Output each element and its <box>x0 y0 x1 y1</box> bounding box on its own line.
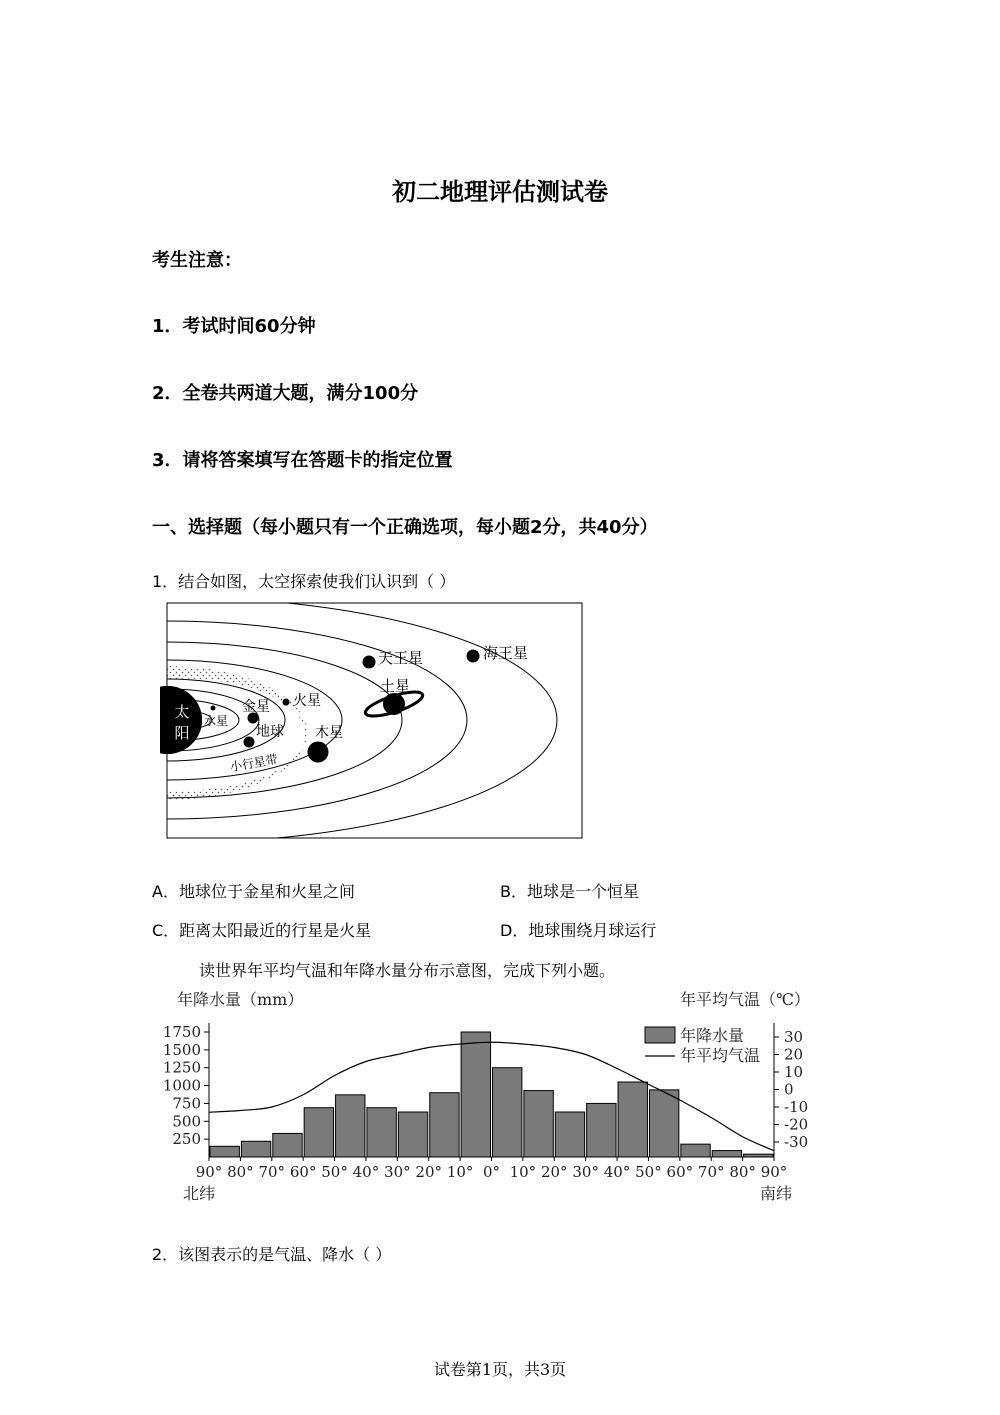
precipitation-bar <box>398 1112 427 1157</box>
left-tick-label: 250 <box>172 1130 201 1149</box>
right-tick-label: 0 <box>784 1080 794 1099</box>
sun-label: 阳 <box>174 724 190 742</box>
jupiter-icon <box>308 742 329 763</box>
jupiter-label: 木星 <box>315 725 343 741</box>
precipitation-bar <box>493 1068 522 1157</box>
precipitation-bar <box>367 1108 396 1157</box>
left-tick-label: 750 <box>172 1094 201 1113</box>
legend-temp-label: 年平均气温 <box>680 1046 761 1065</box>
x-tick-label: 50° <box>635 1163 662 1181</box>
neptune-label: 海王星 <box>483 644 529 662</box>
legend-bar-swatch <box>645 1027 675 1043</box>
x-tick-label: 80° <box>729 1163 756 1181</box>
notice-item: 1．考试时间60分钟 <box>152 316 316 337</box>
sun-label: 太 <box>174 703 190 721</box>
earth-icon <box>244 737 255 748</box>
question-2-stem: 2．该图表示的是气温、降水（ ） <box>152 1245 392 1264</box>
x-left-label: 北纬 <box>183 1184 216 1203</box>
page-footer: 试卷第1页，共3页 <box>433 1360 567 1379</box>
mercury-icon <box>211 706 216 711</box>
earth-label: 地球 <box>256 724 284 740</box>
uranus-icon <box>363 656 376 669</box>
precipitation-bar <box>712 1151 741 1157</box>
x-tick-label: 60° <box>289 1163 317 1181</box>
option-d: D．地球围绕月球运行 <box>500 921 657 940</box>
left-tick-label: 1250 <box>162 1058 201 1077</box>
precipitation-bar <box>618 1082 647 1157</box>
option-c: C．距离太阳最近的行星是火星 <box>152 921 372 940</box>
x-tick-label: 90° <box>195 1163 223 1181</box>
precipitation-bar <box>555 1112 584 1157</box>
x-tick-label: 70° <box>697 1163 725 1181</box>
precipitation-bar <box>649 1090 678 1157</box>
precipitation-bar <box>524 1091 553 1157</box>
precipitation-bar <box>304 1108 333 1157</box>
venus-label: 金星 <box>242 699 270 715</box>
x-tick-label: 50° <box>321 1163 348 1181</box>
x-tick-label: 0° <box>482 1163 501 1181</box>
precipitation-bar <box>210 1146 239 1157</box>
precipitation-bar <box>273 1133 302 1157</box>
chart-intro: 读世界年平均气温和年降水量分布示意图，完成下列小题。 <box>199 961 616 980</box>
right-axis-title: 年平均气温（℃） <box>680 990 810 1009</box>
x-tick-label: 80° <box>227 1163 254 1181</box>
x-tick-label: 30° <box>384 1163 411 1181</box>
x-tick-label: 10° <box>446 1163 474 1181</box>
section-heading: 一、选择题（每小题只有一个正确选项，每小题2分，共40分） <box>152 517 658 538</box>
x-tick-label: 20° <box>415 1163 443 1181</box>
x-tick-label: 30° <box>572 1163 599 1181</box>
precipitation-bar <box>336 1095 365 1157</box>
legend-precip-label: 年降水量 <box>680 1026 745 1045</box>
right-tick-label: 10 <box>784 1063 804 1081</box>
x-tick-label: 10° <box>509 1163 537 1181</box>
right-tick-label: -30 <box>784 1133 809 1151</box>
x-tick-label: 70° <box>258 1163 286 1181</box>
uranus-label: 天王星 <box>378 649 424 667</box>
notice-item: 3．请将答案填写在答题卡的指定位置 <box>152 450 453 471</box>
x-tick-label: 90° <box>760 1163 788 1181</box>
x-right-label: 南纬 <box>760 1184 793 1203</box>
left-tick-label: 1500 <box>162 1040 201 1059</box>
saturn-label: 土星 <box>380 677 411 695</box>
left-tick-label: 1750 <box>162 1023 201 1041</box>
page-title: 初二地理评估测试卷 <box>392 178 608 206</box>
neptune-icon <box>467 650 480 663</box>
x-tick-label: 60° <box>666 1163 694 1181</box>
mars-label: 火星 <box>293 693 321 709</box>
notice-heading: 考生注意： <box>152 250 242 271</box>
solar-system-figure <box>160 596 590 846</box>
mars-icon <box>283 699 290 706</box>
left-tick-label: 500 <box>172 1112 201 1131</box>
climate-chart <box>160 985 840 1215</box>
question-1-stem: 1．结合如图，太空探索使我们认识到（ ） <box>152 572 456 591</box>
precipitation-bar <box>241 1141 270 1157</box>
left-axis-title: 年降水量（mm） <box>177 990 304 1009</box>
option-a: A．地球位于金星和火星之间 <box>152 882 355 901</box>
right-tick-label: -10 <box>784 1098 809 1116</box>
precipitation-bar <box>461 1032 490 1157</box>
precipitation-bar <box>681 1144 710 1157</box>
left-tick-label: 1000 <box>162 1076 201 1095</box>
right-tick-label: 30 <box>784 1028 804 1046</box>
x-tick-label: 40° <box>352 1163 380 1181</box>
option-b: B．地球是一个恒星 <box>500 882 639 901</box>
x-tick-label: 40° <box>603 1163 631 1181</box>
notice-item: 2．全卷共两道大题，满分100分 <box>152 383 419 404</box>
x-tick-label: 20° <box>540 1163 568 1181</box>
mercury-label: 水星 <box>203 714 229 728</box>
right-tick-label: -20 <box>784 1115 809 1134</box>
precipitation-bar <box>587 1103 616 1157</box>
right-tick-label: 20 <box>784 1045 804 1064</box>
asteroid-belt-label: 小行星带 <box>228 752 279 775</box>
precipitation-bar <box>430 1093 459 1157</box>
